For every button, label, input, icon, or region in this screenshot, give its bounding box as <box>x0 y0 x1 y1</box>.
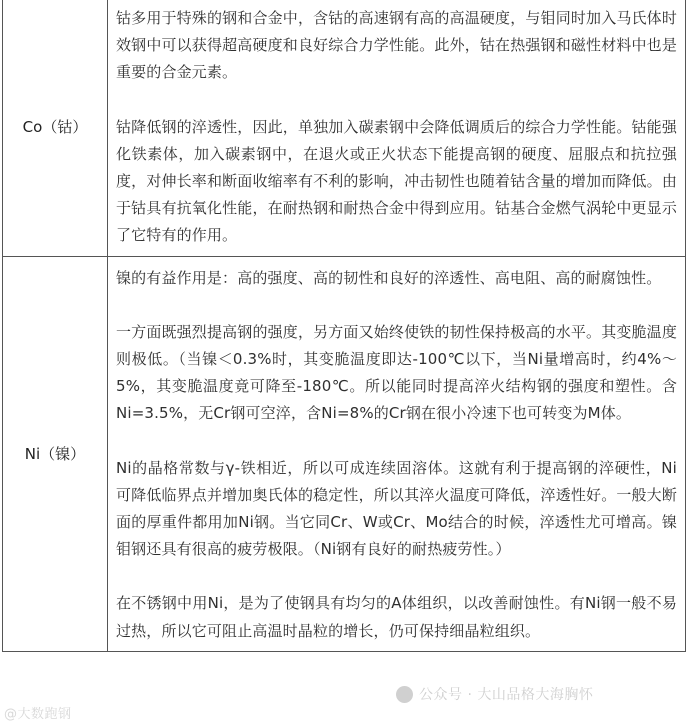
watermark-left: @大数跑钢 <box>4 707 72 722</box>
wechat-icon <box>396 686 413 703</box>
paragraph: 镍的有益作用是：高的强度、高的韧性和良好的淬透性、高电阻、高的耐腐蚀性。 <box>116 268 662 287</box>
table-row <box>3 0 686 256</box>
paragraph: 钴多用于特殊的钢和合金中，含钴的高速钢有高的高温硬度，与钼同时加入马氏体时效钢中可以获得超高硬度和良好综合力学性能。此外，钴在热强钢和磁性材料中也是重要的合金元素。 <box>116 9 677 82</box>
description-cell <box>108 256 686 651</box>
alloy-elements-table <box>2 0 686 652</box>
paragraph: 钴降低钢的淬透性，因此，单独加入碳素钢中会降低调质后的综合力学性能。钴能强化铁素体，加入碳素钢中，在退火或正火状态下能提高钢的硬度、屈服点和抗拉强度，对伸长率和断面收缩率有不利的影响，冲击韧性也随着钴含量的增加而降低。由于钴具有抗氧化性能，在耐热钢和耐热合金中得到应用。钴基合金燃气涡轮中更显示了它特有的作用。 <box>116 117 677 245</box>
description-cell <box>108 0 686 256</box>
watermark-right-text: 公众号 · 大山品格大海胸怀 <box>419 687 594 703</box>
watermark-right <box>396 684 593 704</box>
paragraph: Ni的晶格常数与γ-铁相近，所以可成连续固溶体。这就有利于提高钢的淬硬性，Ni可降低临界点并增加奥氏体的稳定性，所以其淬火温度可降低，淬透性好。一般大断面的厚重件都用加Ni钢。当它同Cr、W或Cr、Mo结合的时候，淬透性尤可增高。镍钼钢还具有很高的疲劳极限。（Ni钢有良好的耐热疲劳性。） <box>116 458 677 559</box>
element-name-cell: Co（钴） <box>3 0 108 256</box>
element-name-cell: Ni（镍） <box>3 256 108 651</box>
table-row <box>3 256 686 651</box>
paragraph: 一方面既强烈提高钢的强度，另方面又始终使铁的韧性保持极高的水平。其变脆温度则极低。（当镍＜0.3%时，其变脆温度即达-100℃以下，当Ni量增高时，约4%～5%，其变脆温度竟可降至-180℃。所以能同时提高淬火结构钢的强度和塑性。含Ni=3.5%，无Cr钢可空淬，含Ni=8%的Cr钢在很小冷速下也可转变为M体。 <box>116 322 677 423</box>
paragraph: 在不锈钢中用Ni，是为了使钢具有均匀的A体组织，以改善耐蚀性。有Ni钢一般不易过热，所以它可阻止高温时晶粒的增长，仍可保持细晶粒组织。 <box>116 594 677 640</box>
